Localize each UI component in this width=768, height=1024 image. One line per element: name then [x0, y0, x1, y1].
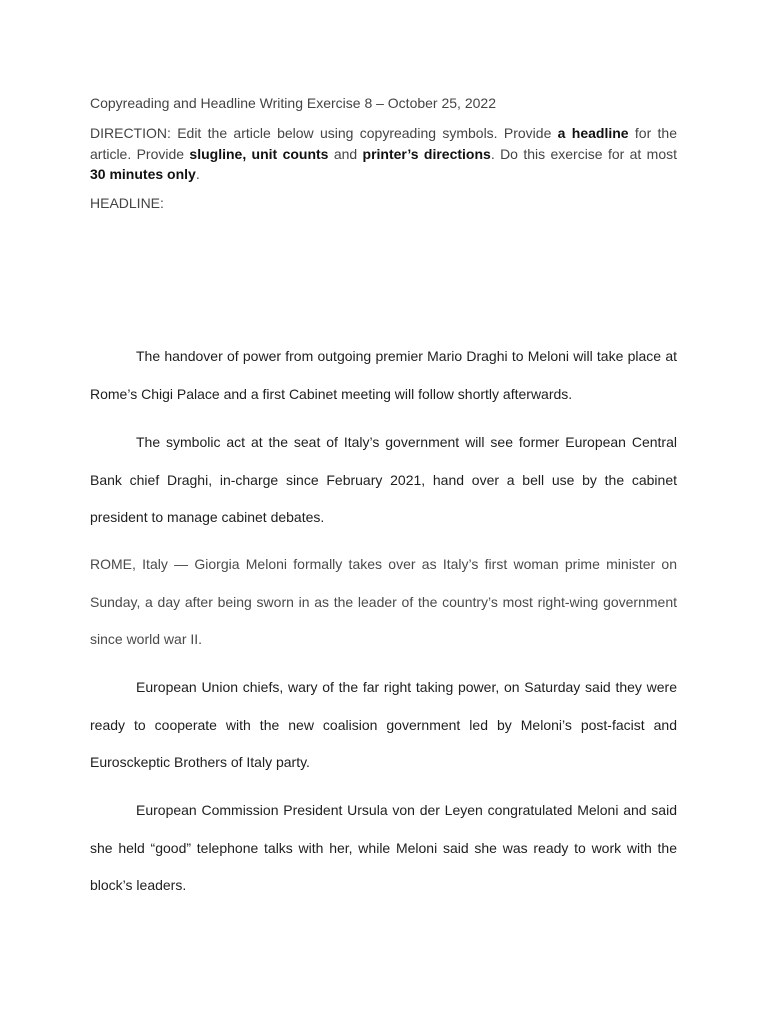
article-paragraph: The handover of power from outgoing premier Mario Draghi to Meloni will take place at Rome’s Chigi Palace and a first Cabinet meeting will follow shortly afterwards. — [90, 348, 677, 402]
direction-emphasis-headline: a headline — [557, 125, 629, 141]
direction-emphasis-slugline: slugline, unit counts — [189, 145, 329, 162]
article-paragraph: The symbolic act at the seat of Italy’s government will see former European Central Bank chief Draghi, in-charge since February 2021, hand over a bell use by the cabinet president to manage cabinet debates. — [90, 434, 677, 525]
exercise-title: Copyreading and Headline Writing Exercise 8 – October 25, 2022 — [90, 95, 496, 111]
article-lead-paragraph: ROME, Italy — Giorgia Meloni formally takes over as Italy’s first woman prime minister on Sunday, a day after being sworn in as the leader of the country’s most right-wing government since world war II. — [90, 556, 677, 647]
direction-text-part: . — [195, 166, 200, 182]
direction-emphasis-time-limit: 30 minutes only — [90, 166, 196, 182]
direction-text-part: and — [328, 145, 363, 162]
headline-label: HEADLINE: — [90, 195, 164, 211]
direction-text-part: . Do this exercise for at most — [490, 145, 678, 162]
direction-text — [90, 123, 677, 185]
direction-emphasis-printers-directions: printer’s directions — [362, 145, 491, 162]
article-paragraph: European Union chiefs, wary of the far right taking power, on Saturday said they were ready to cooperate with the new coalision government led by Meloni’s post-facist and Eurosckeptic Brothers of Italy party. — [90, 679, 677, 770]
direction-text-part: DIRECTION: Edit the article below using copyreading symbols. Provide — [90, 125, 558, 141]
direction-text-part: for the article. Provide — [90, 125, 678, 162]
article-paragraph: European Commission President Ursula von der Leyen congratulated Meloni and said she held “good” telephone talks with her, while Meloni said she was ready to work with the block’s leaders. — [90, 802, 677, 893]
